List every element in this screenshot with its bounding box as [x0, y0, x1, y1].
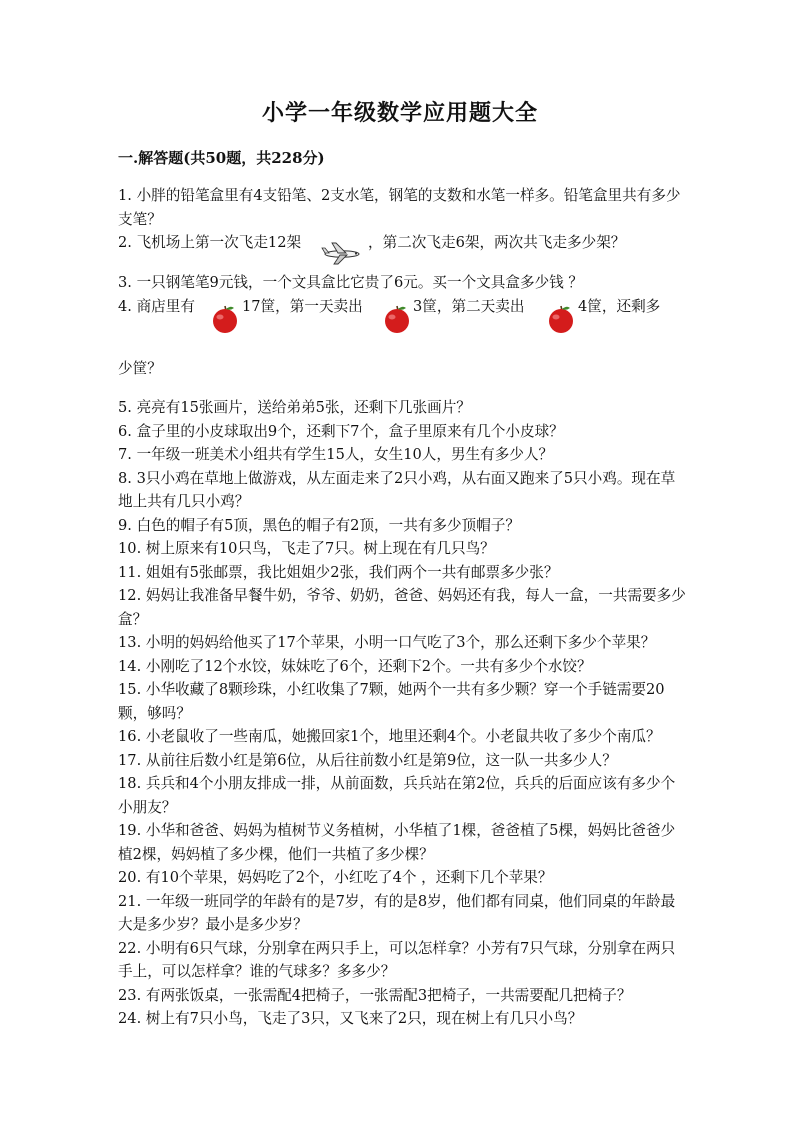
- apple-icon: [546, 303, 576, 339]
- apple-icon: [210, 303, 240, 339]
- question-23: 23. 有两张饭桌，一张需配4把椅子，一张需配3把椅子，一共需要配几把椅子？: [118, 986, 632, 1004]
- question-2-part-b: ，第二次飞走6架，两次共飞走多少架？: [368, 234, 626, 251]
- question-7: 7. 一年级一班美术小组共有学生15人，女生10人，男生有多少人？: [118, 446, 554, 463]
- question-5: 5. 亮亮有15张画片，送给弟弟5张，还剩下几张画片？: [118, 399, 471, 416]
- question-10: 10. 树上原来有10只鸟，飞走了7只。树上现在有几只鸟？: [118, 540, 495, 557]
- question-22: 22. 小明有6只气球，分别拿在两只手上，可以怎样拿？小芳有7只气球，分别拿在两只手上，可以怎样拿？谁的气球多？多多少？: [118, 939, 676, 980]
- question-4-continued: 少筐？: [118, 359, 162, 377]
- question-1: 1. 小胖的铅笔盒里有4支铅笔、2支水笔，钢笔的支数和水笔一样多。铅笔盒里共有多少支笔？: [118, 187, 681, 228]
- question-16: 16. 小老鼠收了一些南瓜，她搬回家1个，地里还剩4个。小老鼠共收了多少个南瓜？: [118, 728, 661, 745]
- question-2-part-a: 2. 飞机场上第一次飞走12架: [118, 234, 302, 251]
- apple-icon: [382, 303, 412, 339]
- question-4: [118, 295, 688, 357]
- question-8: 8. 3只小鸡在草地上做游戏，从左面走来了2只小鸡，从右面又跑来了5只小鸡。现在草地上共有几只小鸡？: [118, 469, 676, 510]
- question-17: 17. 从前往后数小红是第6位，从后往前数小红是第9位，这一队一共多少人？: [118, 751, 617, 769]
- question-list: [118, 184, 688, 1031]
- question-13: 13. 小明的妈妈给他买了17个苹果，小明一口气吃了3个，那么还剩下多少个苹果？: [118, 634, 656, 651]
- page-title: 小学一年级数学应用题大全: [261, 100, 538, 126]
- question-21: 21. 一年级一班同学的年龄有的是7岁，有的是8岁，他们都有同桌，他们同桌的年龄最大是多少岁？最小是多少岁？: [118, 892, 676, 933]
- question-24: 24. 树上有7只小鸟，飞走了3只，又飞来了2只，现在树上有几只小鸟？: [118, 1010, 583, 1027]
- question-14: 14. 小刚吃了12个水饺，妹妹吃了6个，还剩下2个。一共有多少个水饺？: [118, 657, 592, 675]
- question-4-part-b: 17筐，第一天卖出: [242, 297, 363, 315]
- question-4-part-a: 4. 商店里有: [118, 297, 195, 315]
- question-20: 20. 有10个苹果，妈妈吃了2个，小红吃了4个 ，还剩下几个苹果？: [118, 869, 553, 886]
- question-11: 11. 姐姐有5张邮票，我比姐姐少2张，我们两个一共有邮票多少张？: [118, 563, 559, 581]
- question-12: 12. 妈妈让我准备早餐牛奶，爷爷、奶奶，爸爸、妈妈还有我，每人一盒，一共需要多少盒？: [118, 587, 686, 628]
- question-19: 19. 小华和爸爸、妈妈为植树节义务植树，小华植了1棵，爸爸植了5棵，妈妈比爸爸少植2棵，妈妈植了多少棵，他们一共植了多少棵？: [118, 822, 676, 863]
- question-4-part-c: 3筐，第二天卖出: [413, 297, 525, 315]
- airplane-icon: [320, 237, 364, 271]
- question-18: 18. 兵兵和4个小朋友排成一排，从前面数，兵兵站在第2位，兵兵的后面应该有多少个小朋友？: [118, 775, 676, 816]
- question-3: 3. 一只钢笔笔9元钱，一个文具盒比它贵了6元。买一个文具盒多少钱 ？: [118, 274, 583, 291]
- section-header: 一.解答题(共50题，共228分): [118, 149, 325, 167]
- question-2: [118, 231, 688, 271]
- question-9: 9. 白色的帽子有5顶，黑色的帽子有2顶，一共有多少顶帽子？: [118, 516, 520, 534]
- question-15: 15. 小华收藏了8颗珍珠，小红收集了7颗，她两个一共有多少颗？穿一个手链需要20颗，够吗？: [118, 681, 665, 722]
- question-6: 6. 盒子里的小皮球取出9个，还剩下7个，盒子里原来有几个小皮球？: [118, 422, 564, 440]
- question-4-part-d: 4筐，还剩多: [578, 297, 661, 315]
